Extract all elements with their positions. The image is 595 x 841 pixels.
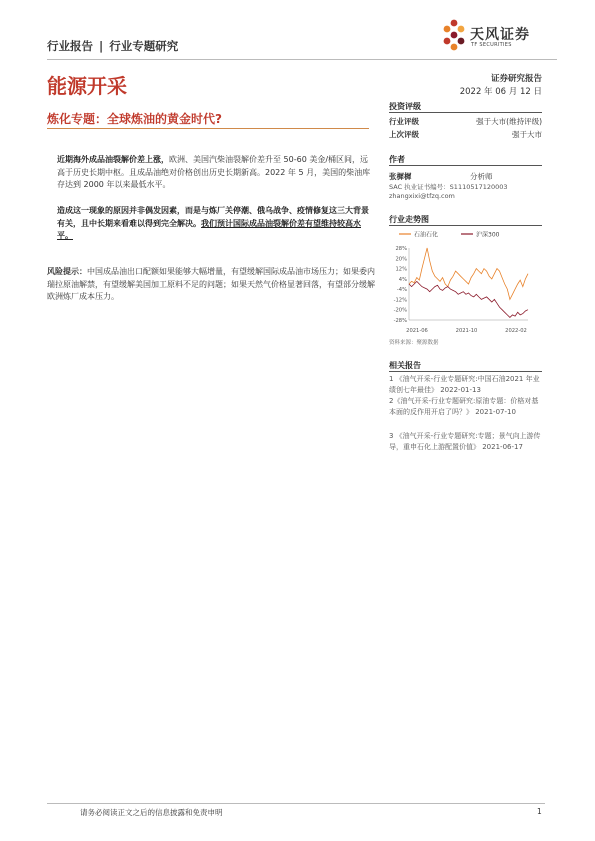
page-title: 能源开采 — [47, 74, 127, 98]
paragraph-1-lead: 近期海外成品油裂解价差上涨， — [57, 155, 169, 164]
y-tick-label: 12% — [395, 266, 407, 273]
y-tick-label: 20% — [395, 256, 407, 263]
author-name: 张樨樨 — [389, 172, 412, 181]
author-license: SAC 执业证书编号：S1110517120003 — [389, 183, 508, 191]
rating-value: 强于大市(维持评级) — [476, 117, 542, 126]
rating-value: 强于大市 — [512, 130, 542, 139]
chart-source: 资料来源：聚源数据 — [389, 340, 439, 346]
legend-label: 石油石化 — [414, 231, 439, 239]
report-type: 证券研究报告 — [490, 74, 542, 84]
summary-paragraph-1 — [57, 154, 375, 192]
rating-section-title: 投资评级 — [389, 102, 421, 111]
y-tick-label: 4% — [398, 276, 407, 283]
risk-label: 风险提示： — [47, 267, 87, 276]
rating-rule — [389, 112, 542, 113]
category-label: 行业报告 — [47, 39, 93, 53]
page-number: 1 — [537, 807, 542, 816]
paragraph-2-conclusion: 我们预计国际成品油裂解价差有望维持较高水平。 — [57, 218, 361, 241]
risk-warning — [47, 266, 375, 304]
author-email[interactable]: zhangxixi@tfzq.com — [389, 192, 455, 200]
rating-row-previous — [389, 129, 542, 140]
report-date: 2022 年 06 月 12 日 — [459, 87, 542, 97]
summary-paragraph-2 — [57, 205, 375, 243]
rating-key: 行业评级 — [389, 117, 419, 126]
x-tick-label: 2022-02 — [505, 328, 527, 334]
related-report-item[interactable]: 1 《油气开采-行业专题研究:中国石油2021 年业绩创七年最佳》 2022-01-13 — [389, 375, 540, 394]
y-tick-label: -28% — [393, 318, 407, 324]
x-tick-label: 2021-10 — [455, 328, 478, 334]
subtitle-underline — [47, 128, 369, 129]
paragraph-1-text: 欧洲、美国汽柴油裂解价差升至 50-60 美金/桶区间，远高于历史长期中枢。且成品油绝对价格创出历史长期新高。2022 年 5 月，美国的柴油库存达到 2000 年以来最低水平。 — [57, 155, 371, 190]
subcategory-label: 行业专题研究 — [109, 39, 179, 53]
rating-row-current — [389, 116, 542, 127]
y-tick-label: -4% — [396, 287, 407, 294]
related-rule — [389, 371, 542, 372]
author-rule — [389, 165, 542, 166]
y-tick-label: 28% — [395, 246, 407, 252]
rating-key: 上次评级 — [389, 130, 419, 139]
tf-logo-icon — [441, 18, 467, 52]
y-tick-label: -20% — [393, 307, 407, 314]
category-separator: | — [99, 39, 104, 53]
y-tick-label: -12% — [393, 297, 407, 304]
risk-text: 中国成品油出口配额如果能够大幅增量，有望缓解国际成品油市场压力；如果委内瑞拉原油解禁，有望缓解美国加工原料不足的问题；如果天然气价格显著回落，有望部分缓解欧洲炼厂成本压力。 — [47, 267, 375, 302]
author-section-title: 作者 — [389, 155, 405, 164]
author-role: 分析师 — [470, 172, 493, 181]
logo-text-en: TF SECURITIES — [471, 42, 512, 48]
logo-text-cn: 天风证券 — [470, 27, 530, 43]
related-section-title: 相关报告 — [389, 361, 421, 370]
related-report-item[interactable]: 3 《油气开采-行业专题研究:专题；景气向上游传导，重申石化上游配置价值》 2021-06-17 — [389, 432, 541, 451]
report-subtitle: 炼化专题：全球炼油的黄金时代? — [47, 112, 222, 126]
paragraph-2-lead: 造成这一现象的原因并非偶发因素，而是与炼厂关停潮、俄乌战争、疫情修复这三大背景有关，且中长期来看难以得到完全解决。 — [57, 206, 369, 228]
report-category — [47, 38, 178, 54]
related-report-item[interactable]: 2《油气开采-行业专题研究:原油专题：价格对基本面的反作用开启了吗？》 2021-07-10 — [389, 397, 539, 416]
series-line — [409, 248, 528, 299]
footer-disclaimer[interactable]: 请务必阅读正文之后的信息披露和免责申明 — [80, 808, 223, 817]
x-tick-label: 2021-06 — [406, 328, 428, 334]
legend-label: 沪深300 — [476, 231, 500, 239]
trend-section-title: 行业走势图 — [389, 215, 429, 224]
industry-trend-chart — [389, 226, 542, 336]
header-divider — [47, 59, 557, 60]
footer-divider — [47, 803, 545, 804]
